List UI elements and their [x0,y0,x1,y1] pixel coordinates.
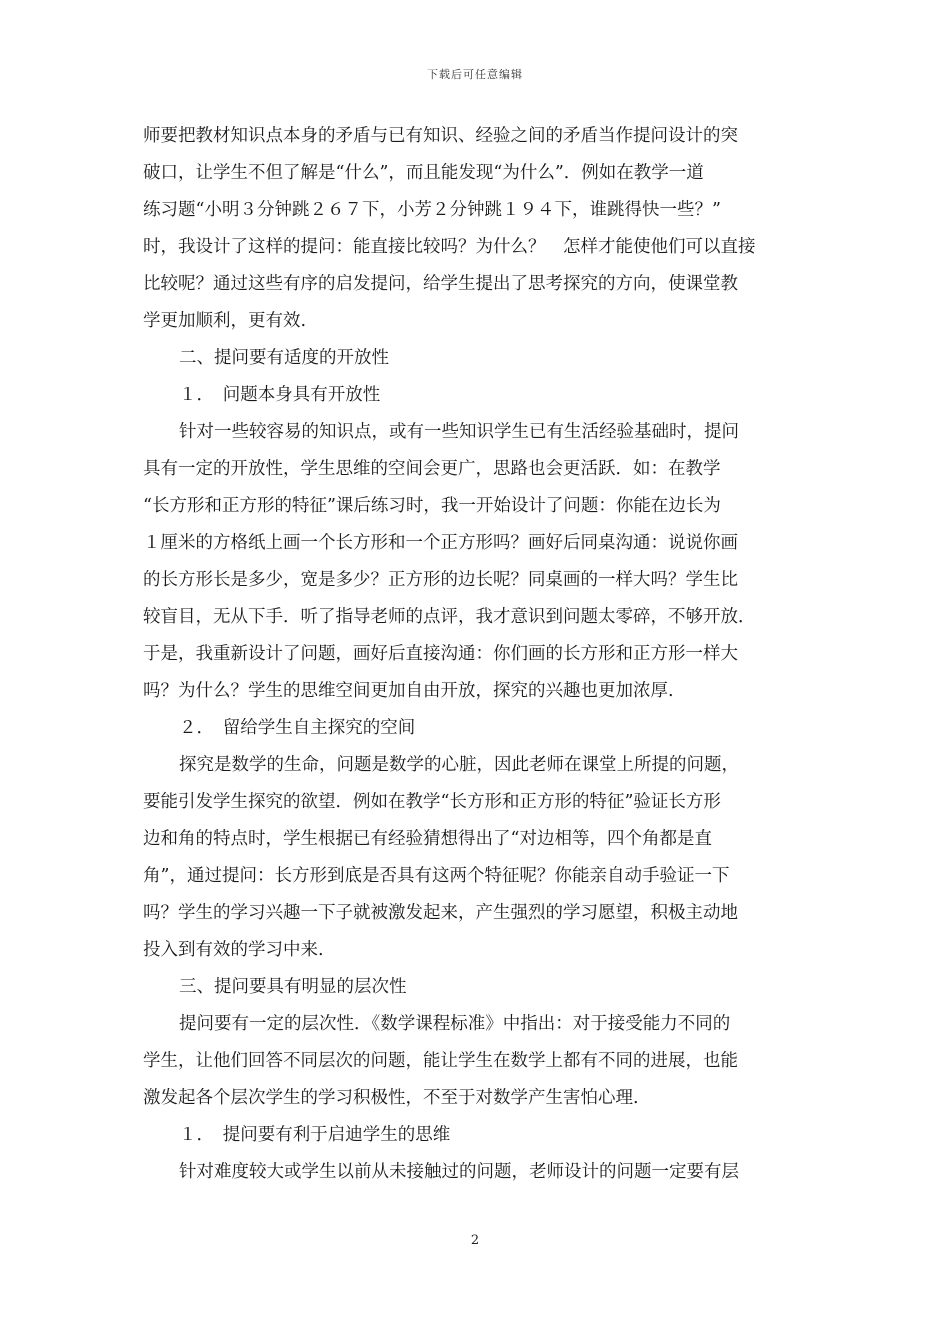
paragraph-start-line: 针对难度较大或学生以前从未接触过的问题，老师设计的问题一定要有层 [179,1162,739,1182]
text-line: 破口，让学生不但了解是“什么”，而且能发现“为什么”．例如在教学一道 [143,163,704,183]
text-line: 学更加顺利，更有效. [143,311,307,331]
paragraph-start-line: 探究是数学的生命，问题是数学的心脏，因此老师在课堂上所提的问题， [179,755,739,775]
page-number: 2 [470,1233,480,1248]
paragraph-start-line: 提问要有一定的层次性．《数学课程标准》中指出：对于接受能力不同的 [179,1014,731,1034]
subsection-heading: １． 问题本身具有开放性 [179,385,381,405]
text-line: 投入到有效的学习中来. [143,940,324,960]
text-line: 的长方形长是多少，宽是多少？正方形的边长呢？同桌画的一样大吗？学生比 [143,570,738,590]
text-line: 要能引发学生探究的欲望．例如在教学“长方形和正方形的特征”验证长方形 [143,792,721,812]
text-line: 激发起各个层次学生的学习积极性，不至于对数学产生害怕心理. [143,1088,639,1108]
page-header: 下载后可任意编辑 [427,68,523,81]
paragraph-start-line: 针对一些较容易的知识点，或有一些知识学生已有生活经验基础时，提问 [179,422,739,442]
text-line: 较盲目，无从下手．听了指导老师的点评，我才意识到问题太零碎，不够开放． [143,607,756,627]
text-line: 练习题“小明３分钟跳２６７下，小芳２分钟跳１９４下，谁跳得快一些？” [143,200,721,220]
text-line: 比较呢？通过这些有序的启发提问，给学生提出了思考探究的方向，使课堂教 [143,274,738,294]
text-line: 吗？学生的学习兴趣一下子就被激发起来，产生强烈的学习愿望，积极主动地 [143,903,738,923]
text-line: “长方形和正方形的特征”课后练习时，我一开始设计了问题：你能在边长为 [143,496,721,516]
text-line: 于是，我重新设计了问题，画好后直接沟通：你们画的长方形和正方形一样大 [143,644,738,664]
subsection-heading: ２． 留给学生自主探究的空间 [179,718,416,738]
text-line: 具有一定的开放性，学生思维的空间会更广，思路也会更活跃．如：在教学 [143,459,721,479]
text-line: １厘米的方格纸上画一个长方形和一个正方形吗？画好后同桌沟通：说说你画 [143,533,738,553]
text-line: 时，我设计了这样的提问：能直接比较吗？为什么？ 怎样才能使他们可以直接 [143,237,756,257]
text-line: 边和角的特点时，学生根据已有经验猜想得出了“对边相等，四个角都是直 [143,829,712,849]
text-line: 吗？为什么？学生的思维空间更加自由开放，探究的兴趣也更加浓厚. [143,681,674,701]
text-line: 师要把教材知识点本身的矛盾与已有知识、经验之间的矛盾当作提问设计的突 [143,126,738,146]
document-body [143,118,808,1191]
section-heading: 二、提问要有适度的开放性 [179,348,389,368]
section-heading: 三、提问要具有明显的层次性 [179,977,407,997]
subsection-heading: １． 提问要有利于启迪学生的思维 [179,1125,451,1145]
text-line: 学生，让他们回答不同层次的问题，能让学生在数学上都有不同的进展，也能 [143,1051,738,1071]
text-line: 角”，通过提问：长方形到底是否具有这两个特征呢？你能亲自动手验证一下 [143,866,730,886]
